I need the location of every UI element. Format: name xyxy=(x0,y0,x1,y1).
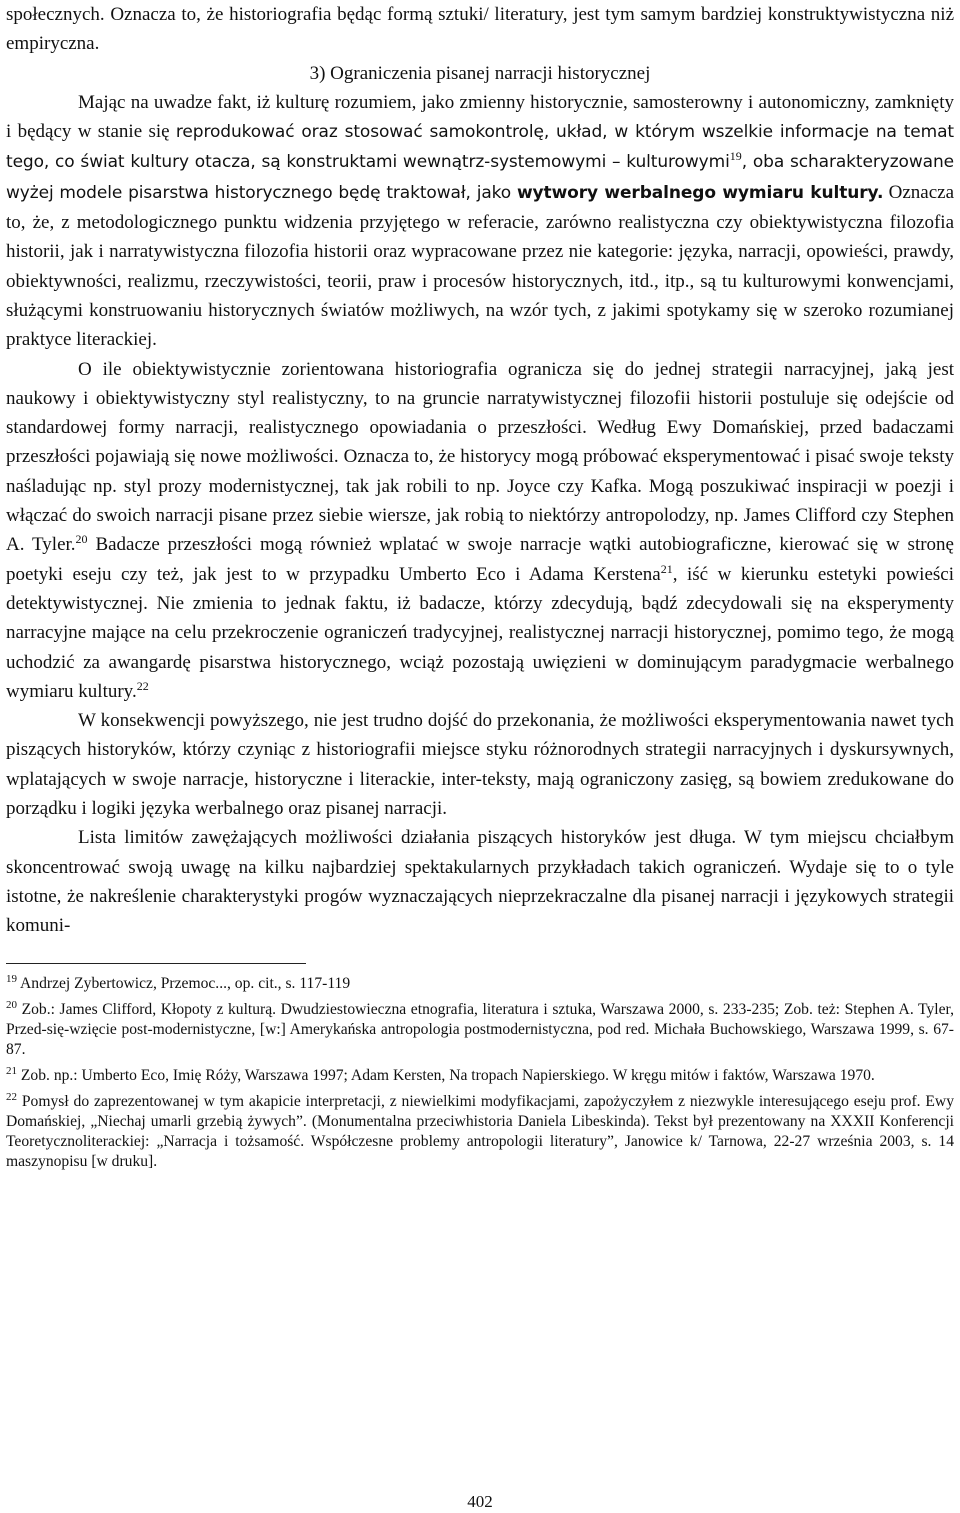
paragraph-4: Lista limitów zawężających możliwości działania piszących historyków jest długa. W tym miejscu chciałbym skoncentrować swoją uwagę na kilku najbardziej spektakularnych przykładach takich ograniczeń. Wydaje się to o tyle istotne, że nakreślenie charakterystyki progów wyznaczających nieprzekraczalne dla pisanej narracji i językowych strategii komuni- xyxy=(6,827,954,937)
paragraph-2-c: , iść w kierunku estetyki powieści detektywistycznej. Nie zmienia to jednak faktu, iż badacze, którzy zdecydują, bądź zdecydowali się na eksperymenty narracyjne mające na celu przekroczenie ograniczeń tradycyjnej, realistycznej narracji historycznej, pomimo tego, że mogą uchodzić za awangardę pisarstwa historycznego, wciąż pozostają uwięzieni w dominującym paradygmacie werbalnego wymiaru kultury. xyxy=(6,563,954,702)
footnote-text: Zob. np.: Umberto Eco, Imię Róży, Warszawa 1997; Adam Kersten, Na tropach Napierskiego. W kręgu mitów i faktów, Warszawa 1970. xyxy=(17,1066,875,1084)
paragraph-2 xyxy=(6,355,954,707)
footnote-19 xyxy=(6,974,954,994)
footnote-number: 19 xyxy=(6,972,17,985)
footnotes xyxy=(6,974,954,1172)
intro-paragraph: społecznych. Oznacza to, że historiografia będąc formą sztuki/ literatury, jest tym samym bardziej konstruktywistyczna niż empiryczna. xyxy=(6,4,954,55)
footnote-number: 22 xyxy=(6,1090,17,1103)
footnote-text: Zob.: James Clifford, Kłopoty z kulturą. Dwudziestowieczna etnografia, literatura i sztuka, Warszawa 2000, s. 233-235; Zob. też: Stephen A. Tyler, Przed-się-wzięcie post-modernistyczne, [w:] Amerykańska antropologia postmodernistyczna, pod red. Michała Buchowskiego, Warszawa 1999, s. 67-87. xyxy=(6,1000,954,1058)
body-text xyxy=(6,0,954,941)
footnote-ref-22: 22 xyxy=(136,678,149,693)
paragraph-2-a: O ile obiektywistycznie zorientowana historiografia ogranicza się do jednej strategii narracyjnej, jaką jest naukowy i obiektywistyczny styl realistyczny, to na gruncie narratywistycznej filozofii historii postuluje się odejście od standardowej formy narracji, realistycznego opowiadania o przeszłości. Według Ewy Domańskiej, przed badaczami przeszłości pojawiają się nowe możliwości. Oznacza to, że historycy mogą próbować eksperymentować i pisać swoje teksty naśladując np. styl prozy modernistycznej, tak jak robili to np. Joyce czy Kafka. Mogą poszukiwać inspiracji w poezji i włączać do swoich narracji pisane przez siebie wiersze, jak robią to niektórzy antropolodzy, np. James Clifford czy Stephen A. Tyler. xyxy=(6,358,954,556)
paragraph-1-a: Mając na uwadze fakt, iż kulturę rozumiem, jako zmienny historycznie, samosterowny i autonomiczny, zamknięty i będący w stanie się xyxy=(6,91,954,143)
footnote-number: 20 xyxy=(6,998,17,1011)
paragraph-1-bold: wytwory werbalnego wymiaru kultury. xyxy=(516,182,884,203)
paragraph-2-b: Badacze przeszłości mogą również wplatać w swoje narracje wątki autobiograficzne, kierować się w stronę poetyki eseju czy też, jak jest to w przypadku Umberto Eco i Adama Kerstena xyxy=(6,534,954,585)
footnote-ref-20: 20 xyxy=(75,532,88,547)
footnote-ref-19: 19 xyxy=(729,149,742,164)
paragraph-1-c: Oznacza to, że, z metodologicznego punktu widzenia przyjętego w referacie, zarówno realistyczna czy obiektywistyczna filozofia historii, jak i narratywistyczna filozofia historii oraz wypracowane przez nie kategorie: języka, narracji, opowieści, prawdy, obiektywności, realizmu, rzeczywistości, teorii, praw i procesów historycznych, itd., itp., są tu kulturowymi konwencjami, służącymi konstruowaniu historycznych światów możliwych, na wzór tych, z jakimi spotykamy się w szeroko rozumianej praktyce literackiej. xyxy=(6,181,954,351)
footnote-text: Andrzej Zybertowicz, Przemoc..., op. cit., s. 117-119 xyxy=(17,974,351,992)
section-heading: 3) Ograniczenia pisanej narracji historycznej xyxy=(309,62,651,84)
paragraph-1-a-sans: reprodukować oraz stosować samokontrolę, układ, w którym wszelkie informacje na temat tego, co świat kultury otacza, są konstruktami wewnątrz-systemowymi – kulturowymi xyxy=(6,122,954,173)
footnote-separator xyxy=(6,963,306,964)
footnote-22 xyxy=(6,1092,954,1172)
footnote-20 xyxy=(6,1000,954,1060)
footnote-21 xyxy=(6,1066,954,1086)
footnote-ref-21: 21 xyxy=(660,561,673,576)
paragraph-3: W konsekwencji powyższego, nie jest trudno dojść do przekonania, że możliwości eksperymentowania nawet tych piszących historyków, którzy czyniąc z historiografii miejsce styku różnorodnych strategii narracyjnych i dyskursywnych, wplatających w swoje narracje, historyczne i literackie, inter-teksty, mają ograniczony zasięg, są bowiem zredukowane do porządku i logiki języka werbalnego oraz pisanej narracji. xyxy=(6,710,954,820)
paragraph-1-b-sans: , oba scharakteryzowane wyżej modele pisarstwa historycznego będę traktował, jako xyxy=(6,152,954,203)
page-number: 402 xyxy=(467,1492,493,1511)
footnote-number: 21 xyxy=(6,1064,17,1077)
paragraph-1 xyxy=(6,88,954,355)
footnote-text: Pomysł do zaprezentowanej w tym akapicie interpretacji, z niewielkimi modyfikacjami, zapożyczyłem z niezwykle interesującego eseju prof. Ewy Domańskiej, „Niechaj umarli grzebią żywych”. (Monumentalna przeciwhistoria Daniela Libeskinda). Tekst był prezentowany na XXXII Konferencji Teoretycznoliterackiej: „Narracja i tożsamość. Współczesne problemy antropologii literatury”, Janowice k/ Tarnowa, 22-27 września 2003, s. 14 maszynopisu [w druku]. xyxy=(6,1092,954,1170)
